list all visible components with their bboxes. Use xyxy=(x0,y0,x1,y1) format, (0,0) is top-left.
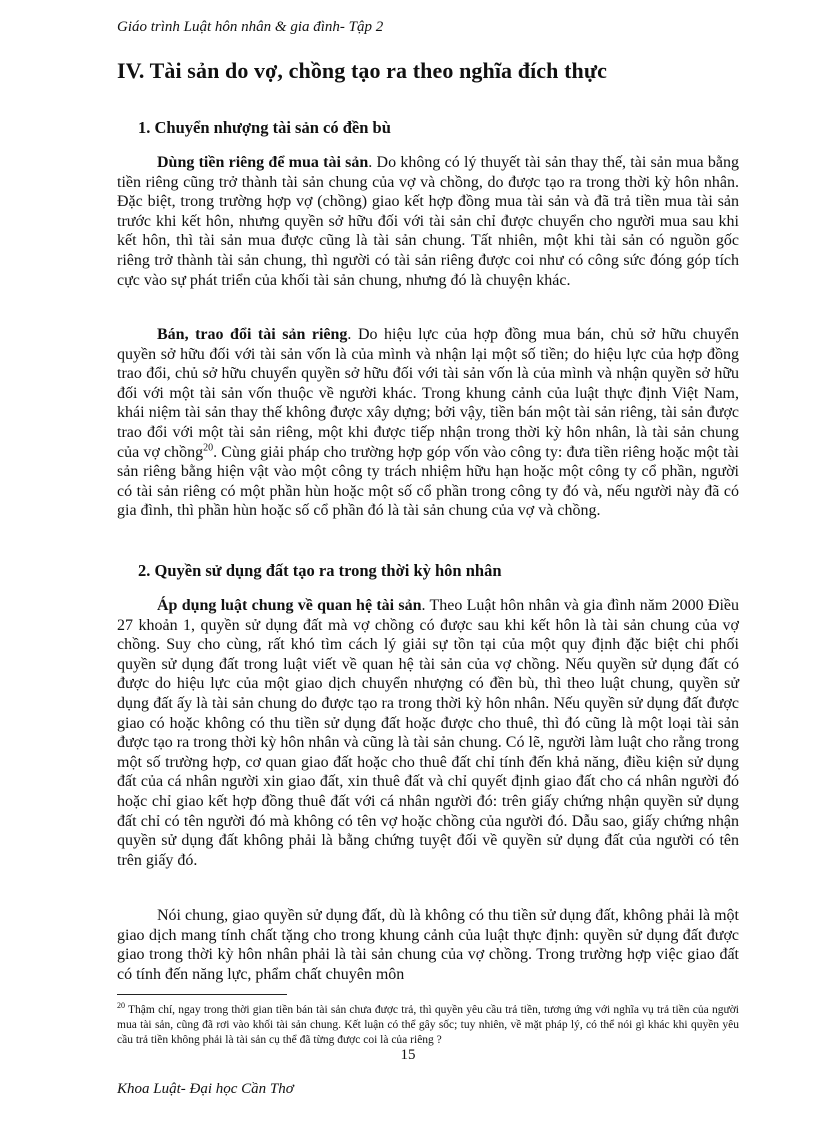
paragraph-text: . Cùng giải pháp cho trường hợp góp vốn vào công ty: đưa tiền riêng hoặc một tài sản riêng bằng hiện vật vào một công ty trách nhiệm hữu hạn hoặc một công ty cổ phần, người có tài sản riêng có một phần hùn hoặc một số cổ phần trong công ty đó và, nếu người này đã có gia đình, thì phần hùn hoặc số cổ phần đó là tài sản chung của vợ và chồng. xyxy=(117,443,740,520)
paragraph-text: . Do hiệu lực của hợp đồng mua bán, chủ sở hữu chuyển quyền sở hữu đối với tài sản vốn là của mình và nhận lại một số tiền; do hiệu lực của hợp đồng trao đổi, chủ sở hữu chuyển quyền sở hữu đối với tài sản vốn là của mình và nhận quyền sở hữu đối với một tài sản vốn thuộc về người khác. Trong khung cảnh của luật thực định Việt Nam, khái niệm tài sản thay thế không được xây dựng; bởi vậy, tiền bán một tài sản riêng, tài sản được trao đổi với một tài sản riêng, một khi được tiếp nhận trong thời kỳ hôn nhân, là tài sản chung của vợ chồng xyxy=(117,326,740,461)
running-footer: Khoa Luật- Đại học Cần Thơ xyxy=(117,1081,294,1097)
section-heading-2: 2. Quyền sử dụng đất tạo ra trong thời kỳ hôn nhân xyxy=(138,561,502,580)
page-number: 15 xyxy=(400,1047,416,1063)
footnote-reference[interactable]: 20 xyxy=(203,442,214,454)
paragraph-lead: Bán, trao đổi tài sản riêng xyxy=(157,326,348,343)
chapter-title: IV. Tài sản do vợ, chồng tạo ra theo nghĩa đích thực xyxy=(117,58,608,83)
paragraph-buy-with-own-money xyxy=(117,153,739,290)
running-header: Giáo trình Luật hôn nhân & gia đình- Tập 2 xyxy=(117,19,384,35)
footnote-divider xyxy=(117,994,287,995)
footnote-text: Thậm chí, ngay trong thời gian tiền bán tài sản chưa được trả, thì quyền yêu cầu trả tiền, tương ứng với nghĩa vụ trả tiền của người mua tài sản, cũng đã rơi vào khối tài sản chung. Kết luận có thể gây sốc; tuy nhiên, về mặt pháp lý, có thể nói gì khác khi quyền yêu cầu trả tiền không phải là tài sản cụ thể đã từng được coi là của riêng ? xyxy=(117,1003,739,1046)
paragraph-general-law xyxy=(117,596,739,870)
footnote xyxy=(117,998,739,1048)
section-heading-1: 1. Chuyển nhượng tài sản có đền bù xyxy=(138,118,391,137)
paragraph-sell-exchange xyxy=(117,325,739,521)
paragraph-text: . Theo Luật hôn nhân và gia đình năm 2000 Điều 27 khoản 1, quyền sử dụng đất mà vợ chồng có được sau khi kết hôn là tài sản chung của vợ chồng. Suy cho cùng, rất khó tìm cách lý giải sự tồn tại của một quy định đặc biệt chi phối quyền sử dụng đất trong luật viết về quan hệ tài sản của vợ chồng. Nếu quyền sử dụng đất có được do hiệu lực của một giao dịch chuyển nhượng có đền bù, thì theo luật chung, quyền sử dụng đất ấy là tài sản chung do được tạo ra trong thời kỳ hôn nhân. Nếu quyền sử dụng đất được giao có hoặc không có thu tiền sử dụng đất hoặc được cho thuê, thì đó cũng là một loại tài sản được tạo ra trong thời kỳ hôn nhân và cũng là tài sản chung. Có lẽ, người làm luật cho rằng trong một số trường hợp, cơ quan giao đất hoặc cho thuê đất chỉ tính đến khả năng, điều kiện sử dụng đất của cá nhân người xin giao đất, xin thuê đất và chỉ quyết định giao đất cho cá nhân người đó hoặc chỉ giao kết hợp đồng thuê đất với cá nhân người đó: trên giấy chứng nhận quyền sử dụng đất chỉ có tên người đó mà không có tên vợ hoặc chồng của người đó. Dẫu sao, giấy chứng nhận quyền sử dụng đất không phải là bằng chứng tuyệt đối về quyền sử dụng đất của người có tên trên giấy đó. xyxy=(117,597,740,869)
paragraph-land-allocation xyxy=(117,906,739,984)
paragraph-text: Nói chung, giao quyền sử dụng đất, dù là không có thu tiền sử dụng đất, không phải là một giao dịch mang tính chất tặng cho trong khung cảnh của luật thực định: quyền sử dụng đất được giao trong thời kỳ hôn nhân phải là tài sản chung của vợ chồng. Trong trường hợp việc giao đất có tính đến năng lực, phẩm chất chuyên môn xyxy=(117,907,739,983)
paragraph-lead: Áp dụng luật chung về quan hệ tài sản xyxy=(157,597,422,614)
footnote-number: 20 xyxy=(117,1001,125,1010)
paragraph-text: . Do không có lý thuyết tài sản thay thế, tài sản mua bằng tiền riêng cũng trở thành tài sản chung của vợ và chồng, do được tạo ra trong thời kỳ hôn nhân. Đặc biệt, trong trường hợp vợ (chồng) giao kết hợp đồng mua tài sản và đã trả tiền mua tài sản trước khi kết hôn, nhưng quyền sở hữu đối với tài sản chỉ được chuyển cho người mua sau khi kết hôn, thì tài sản mua được cũng là tài sản chung. Tất nhiên, một khi tài sản có nguồn gốc riêng trở thành tài sản chung, thì người có tài sản riêng được coi như có công sức đóng góp tích cực vào sự phát triển của khối tài sản chung, nhưng đó là chuyện khác. xyxy=(117,154,740,289)
paragraph-lead: Dùng tiền riêng để mua tài sản xyxy=(157,154,369,171)
